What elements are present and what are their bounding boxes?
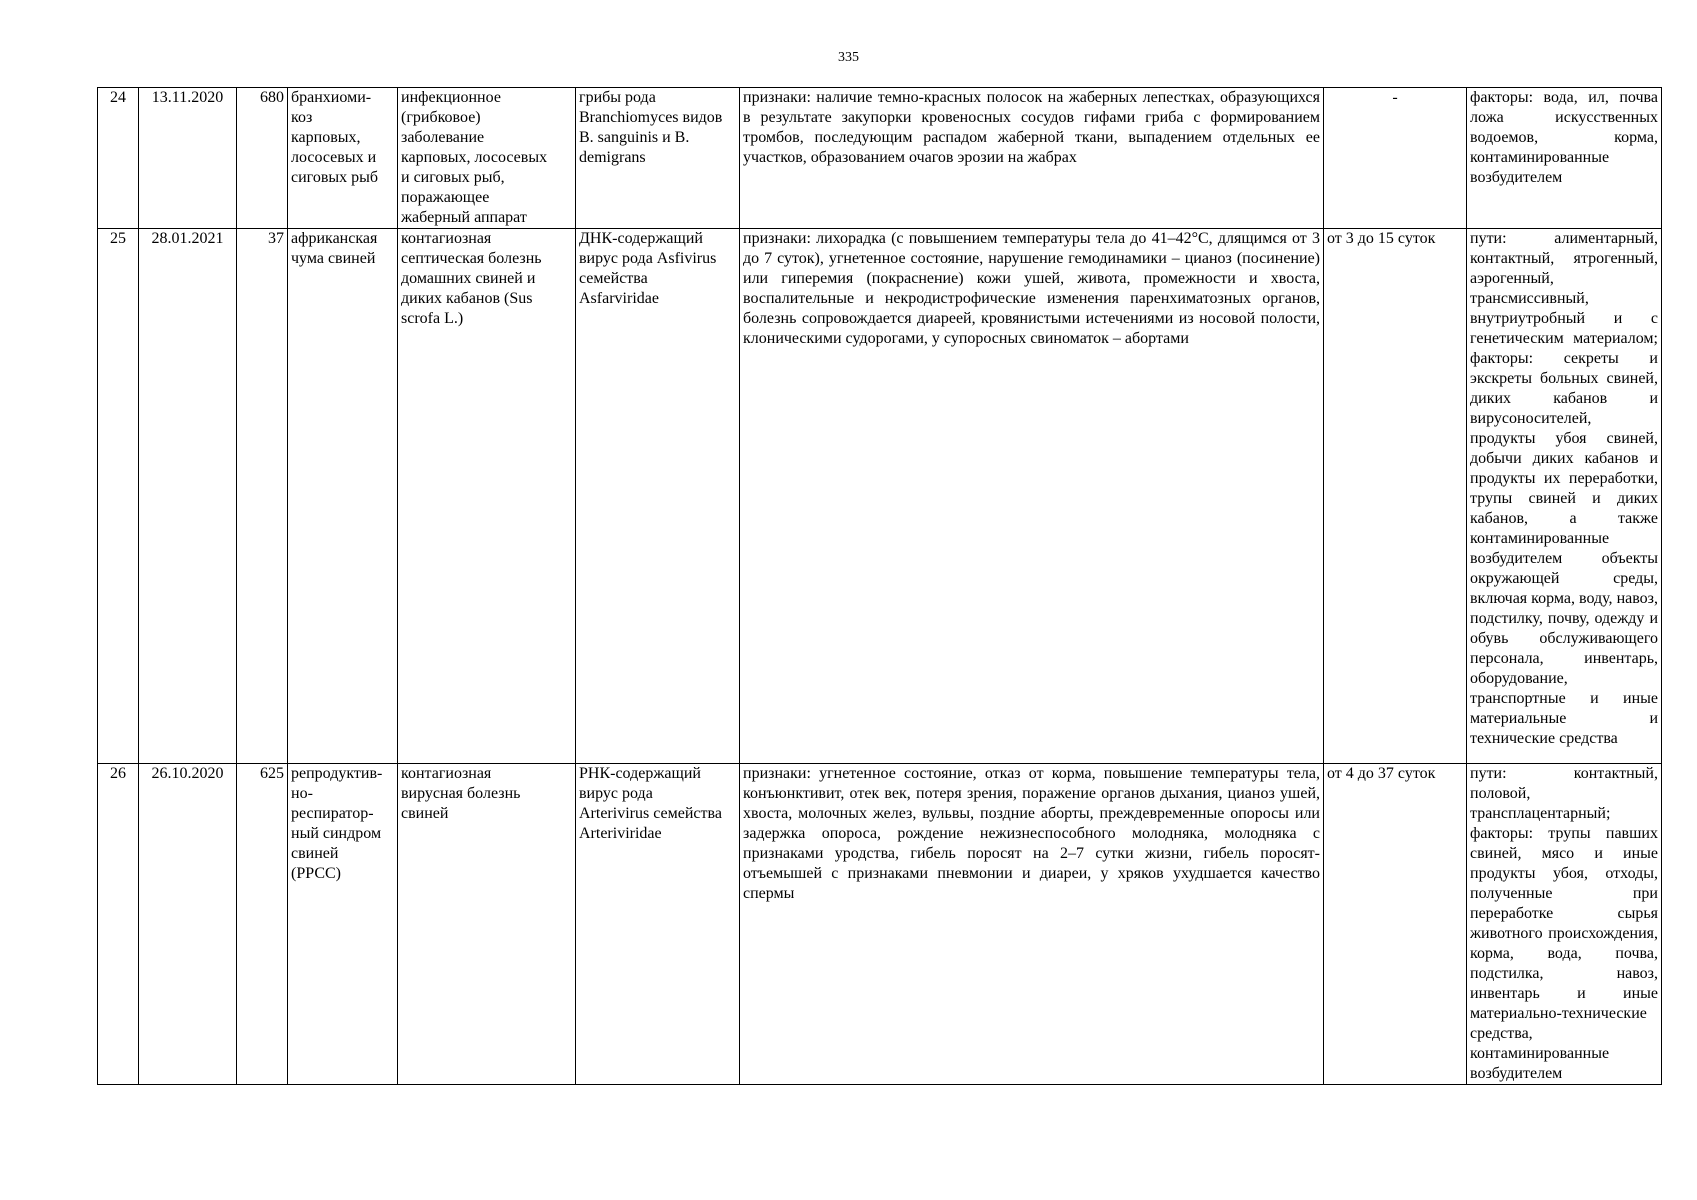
page-number: 335 <box>838 50 859 65</box>
disease-name: бранхиоми- коз карповых, лососевых и сиговых рыб <box>288 88 398 229</box>
row-registration: 37 <box>237 229 288 764</box>
transmission-ways: пути: алиментарный, контактный, ятрогенный, аэрогенный, трансмиссивный, внутриутробный и с генетическим материалом; факторы: секреты и экскреты больных свиней, диких кабанов и вирусоносителей, продукты убоя свиней, добычи диких кабанов и продукты их переработки, трупы свиней и диких кабанов, а также контаминированные возбудителем объекты окружающей среды, включая корма, воду, навоз, подстилку, почву, одежду и обувь обслуживающего персонала, инвентарь, оборудование, транспортные и иные материальные и технические средства <box>1467 229 1662 764</box>
disease-agent: РНК-содержащий вирус рода Arterivirus семейства Arteriviridae <box>576 764 740 1085</box>
table-row <box>98 764 1662 1085</box>
row-registration: 680 <box>237 88 288 229</box>
disease-agent: ДНК-содержащий вирус рода Asfivirus семейства Asfarviridae <box>576 229 740 764</box>
disease-definition: контагиозная септическая болезнь домашних свиней и диких кабанов (Sus scrofa L.) <box>398 229 576 764</box>
transmission-ways: пути: контактный, половой, трансплацентарный; факторы: трупы павших свиней, мясо и иные продукты убоя, отходы, полученные при переработке сырья животного происхождения, корма, вода, почва, подстилка, навоз, инвентарь и иные материально-технические средства, контаминированные возбудителем <box>1467 764 1662 1085</box>
disease-signs: признаки: лихорадка (с повышением температуры тела до 41–42°С, длящимся от 3 до 7 суток), угнетенное состояние, нарушение гемодинамики – цианоз (посинение) или гиперемия (покраснение) кожи ушей, живота, промежности и хвоста, воспалительные и некродистрофические изменения паренхиматозных органов, болезнь сопровождается диареей, кровянистыми истечениями из носовой полости, клоническими судорогами, у супоросных свиноматок – абортами <box>740 229 1324 764</box>
disease-definition: контагиозная вирусная болезнь свиней <box>398 764 576 1085</box>
incubation-period: от 3 до 15 суток <box>1324 229 1467 764</box>
disease-definition: инфекционное (грибковое) заболевание карповых, лососевых и сиговых рыб, поражающее жаберный аппарат <box>398 88 576 229</box>
row-registration: 625 <box>237 764 288 1085</box>
disease-signs: признаки: угнетенное состояние, отказ от корма, повышение температуры тела, конъюнктивит, отек век, потеря зрения, поражение органов дыхания, цианоз ушей, хвоста, молочных желез, вульвы, поздние аборты, преждевременные опоросы или задержка опороса, рождение нежизнеспособного молодняка, молодняка с признаками уродства, гибель поросят на 2–7 сутки жизни, гибель поросят-отъемышей с признаками пневмонии и диареи, у хряков ухудшается качество спермы <box>740 764 1324 1085</box>
disease-name: репродуктив- но- респиратор- ный синдром свиней (РРСС) <box>288 764 398 1085</box>
table-row <box>98 88 1662 229</box>
row-number: 26 <box>98 764 139 1085</box>
disease-table <box>97 87 1662 1085</box>
incubation-period: от 4 до 37 суток <box>1324 764 1467 1085</box>
disease-name: африканская чума свиней <box>288 229 398 764</box>
row-number: 24 <box>98 88 139 229</box>
row-date: 28.01.2021 <box>139 229 237 764</box>
disease-agent: грибы рода Branchiomyces видов B. sanguinis и B. demigrans <box>576 88 740 229</box>
incubation-period: - <box>1324 88 1467 229</box>
transmission-ways: факторы: вода, ил, почва ложа искусственных водоемов, корма, контаминированные возбудителем <box>1467 88 1662 229</box>
row-date: 13.11.2020 <box>139 88 237 229</box>
disease-signs: признаки: наличие темно-красных полосок на жаберных лепестках, образующихся в результате закупорки кровеносных сосудов гифами гриба с формированием тромбов, последующим распадом жаберной ткани, выпадением отдельных ее участков, образованием очагов эрозии на жабрах <box>740 88 1324 229</box>
row-date: 26.10.2020 <box>139 764 237 1085</box>
row-number: 25 <box>98 229 139 764</box>
table-row <box>98 229 1662 764</box>
